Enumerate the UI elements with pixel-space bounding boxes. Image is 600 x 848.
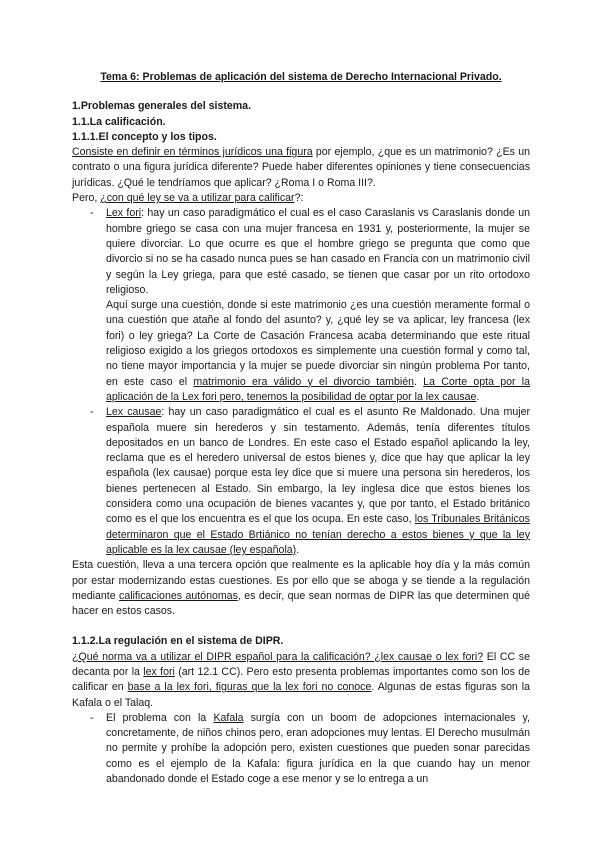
regulation-question: ¿Qué norma va a utilizar el DIPR español para la calificación? ¿lex causae o lex fori? (72, 650, 484, 663)
regulation-underline: base a la lex fori, figuras que la lex fori no conoce (127, 681, 372, 694)
lex-causae-end: . (296, 543, 300, 556)
paragraph-third-option (72, 558, 530, 619)
heading-1: 1.Problemas generales del sistema. (72, 100, 252, 113)
bullet-lex-causae (72, 405, 530, 558)
kafala-text: surgía con un boom de adopciones internacionales y, concretamente, de niños chinos pero, eran adopciones muy lentas. El Derecho musulmán no permite y prohíbe la adopción pero, existen cuestiones que pueden sonar parecidas como es el ejemplo de la Kafala: figura jurídica en la que cuando hay un menor abandonado donde el Estado coge a ese menor y se lo entrega a un (106, 711, 531, 786)
lex-fori-sep: . (413, 375, 424, 388)
kafala-paragraph (106, 711, 530, 787)
lex-fori-end: . (476, 390, 480, 403)
lex-fori-text: : hay un caso paradigmático el cual es el caso Caraslanis vs Caraslanis donde un hombre griego se casa con una mujer francesa en 1931 y, posteriormente, la mujer se quiere divorciar. Lo que ocurre es que el hombre griego se pregunta que como que divorcio si no se ha casado nunca pues se han casado en Francia con un matrimonio civil y según la Ley griega, para que esté casado, se tienen que casar por un rito ortodoxo religioso. (106, 207, 530, 296)
heading-1-1: 1.1.La calificación. (72, 115, 166, 128)
lex-fori-paragraph (106, 206, 530, 298)
bullet-list-1 (72, 206, 530, 558)
lex-causae-paragraph (106, 405, 530, 558)
document-page (72, 70, 530, 787)
third-option-text: Esta cuestión, lleva a una tercera opción que realmente es la aplicable hoy día y la más común por estar modernizando estas cuestiones. Es por ello que se aboga y se tiende a la regulación mediante (72, 559, 530, 602)
third-option-end: , es decir, que sean normas de DIPR las que determinen qué hacer en estos casos. (72, 589, 530, 618)
regulation-text-c: . Algunas de estas figuras son la Kafala o el Talaq. (72, 681, 530, 709)
heading-1-1-1: 1.1.1.El concepto y los tipos. (72, 130, 217, 143)
question-end: ?: (294, 192, 304, 205)
bullet-dash: - (90, 711, 94, 724)
third-option-underline: calificaciones autónomas (119, 589, 238, 602)
paragraph-question (72, 191, 530, 206)
regulation-lex-fori: lex fori (143, 665, 175, 678)
bullet-dash: - (90, 207, 94, 220)
kafala-term: Kafala (213, 711, 244, 724)
regulation-text-a: El CC se decanta por la (72, 650, 530, 678)
bullet-kafala (72, 711, 530, 787)
question-underlined: ¿con qué ley se va a utilizar para calificar (100, 192, 295, 205)
heading-1-1-2: 1.1.2.La regulación en el sistema de DIPR. (72, 635, 284, 648)
spacer (72, 619, 530, 634)
lex-fori-paragraph-2 (106, 298, 530, 405)
lex-causae-underline: los Tribunales Británicos determinaron que el Estado Brtiánico no tenían derecho a estos bienes y que la ley aplicable es la lex causae (ley española) (106, 513, 530, 556)
question-lead: Pero, (72, 192, 101, 205)
lex-fori-term: Lex fori (106, 207, 142, 220)
regulation-text-b: (art 12.1 CC). Pero esto presenta problemas importantes como son los de calificar en (72, 665, 530, 694)
bullet-lex-fori (72, 206, 530, 405)
lex-fori-underline-1: matrimonio era válido y el divorcio también (193, 375, 414, 388)
lex-fori-text-2: Aquí surge una cuestión, donde si este matrimonio ¿es una cuestión meramente formal o una cuestión que atañe al fondo del asunto? y, ¿qué ley se va aplicar, ley francesa (lex fori) o ley griega? La Corte de Casación Francesa acaba determinando que este ritual religioso exigido a los griegos ortodoxos es simplemente una cuestión formal y como tal, no tiene mayor importancia y la mujer se puede divorciar sin ningún problema Por tanto, en este caso el (106, 299, 530, 388)
lex-causae-term: Lex causae (106, 406, 162, 419)
kafala-lead: El problema con la (106, 711, 214, 724)
definition-text: por ejemplo, ¿que es un matrimonio? ¿Es un contrato o una figura jurídica diferente? Puede haber diferentes opiniones y tiene consecuencias jurídicas. ¿Qué le tendríamos que aplicar? ¿Roma I o Roma III?. (72, 146, 531, 189)
bullet-dash: - (90, 406, 94, 419)
lex-fori-underline-2: La Corte opta por la aplicación de la Lex fori pero, tenemos la posibilidad de optar por la lex causae (106, 375, 531, 403)
definition-underlined: Consiste en definir en términos jurídicos una figura (72, 146, 313, 159)
document-title: Tema 6: Problemas de aplicación del sistema de Derecho Internacional Privado. (100, 71, 502, 83)
paragraph-definition (72, 145, 530, 191)
lex-causae-text: : hay un caso paradigmático el cual es el asunto Re Maldonado. Una mujer española muere sin herederos y sin testamento. Además, tenía diferentes títulos depositados en un banco de Londres. En este caso el Estado español aplicando la ley, reclama que es el heredero universal de estos bienes y, dice que hay que aplicar la ley española (lex causae) porque esta ley dice que si muere una persona sin herederos, los bienes pertenecen al Estado. Sin embargo, la ley inglesa dice que estos bienes los considera como una ocupación de bienes vacantes y, que por tanto, el Estado británico como es el que los encuentra es el que los ocupa. En este caso, (106, 406, 530, 526)
paragraph-regulation (72, 650, 530, 711)
bullet-list-2 (72, 711, 530, 787)
